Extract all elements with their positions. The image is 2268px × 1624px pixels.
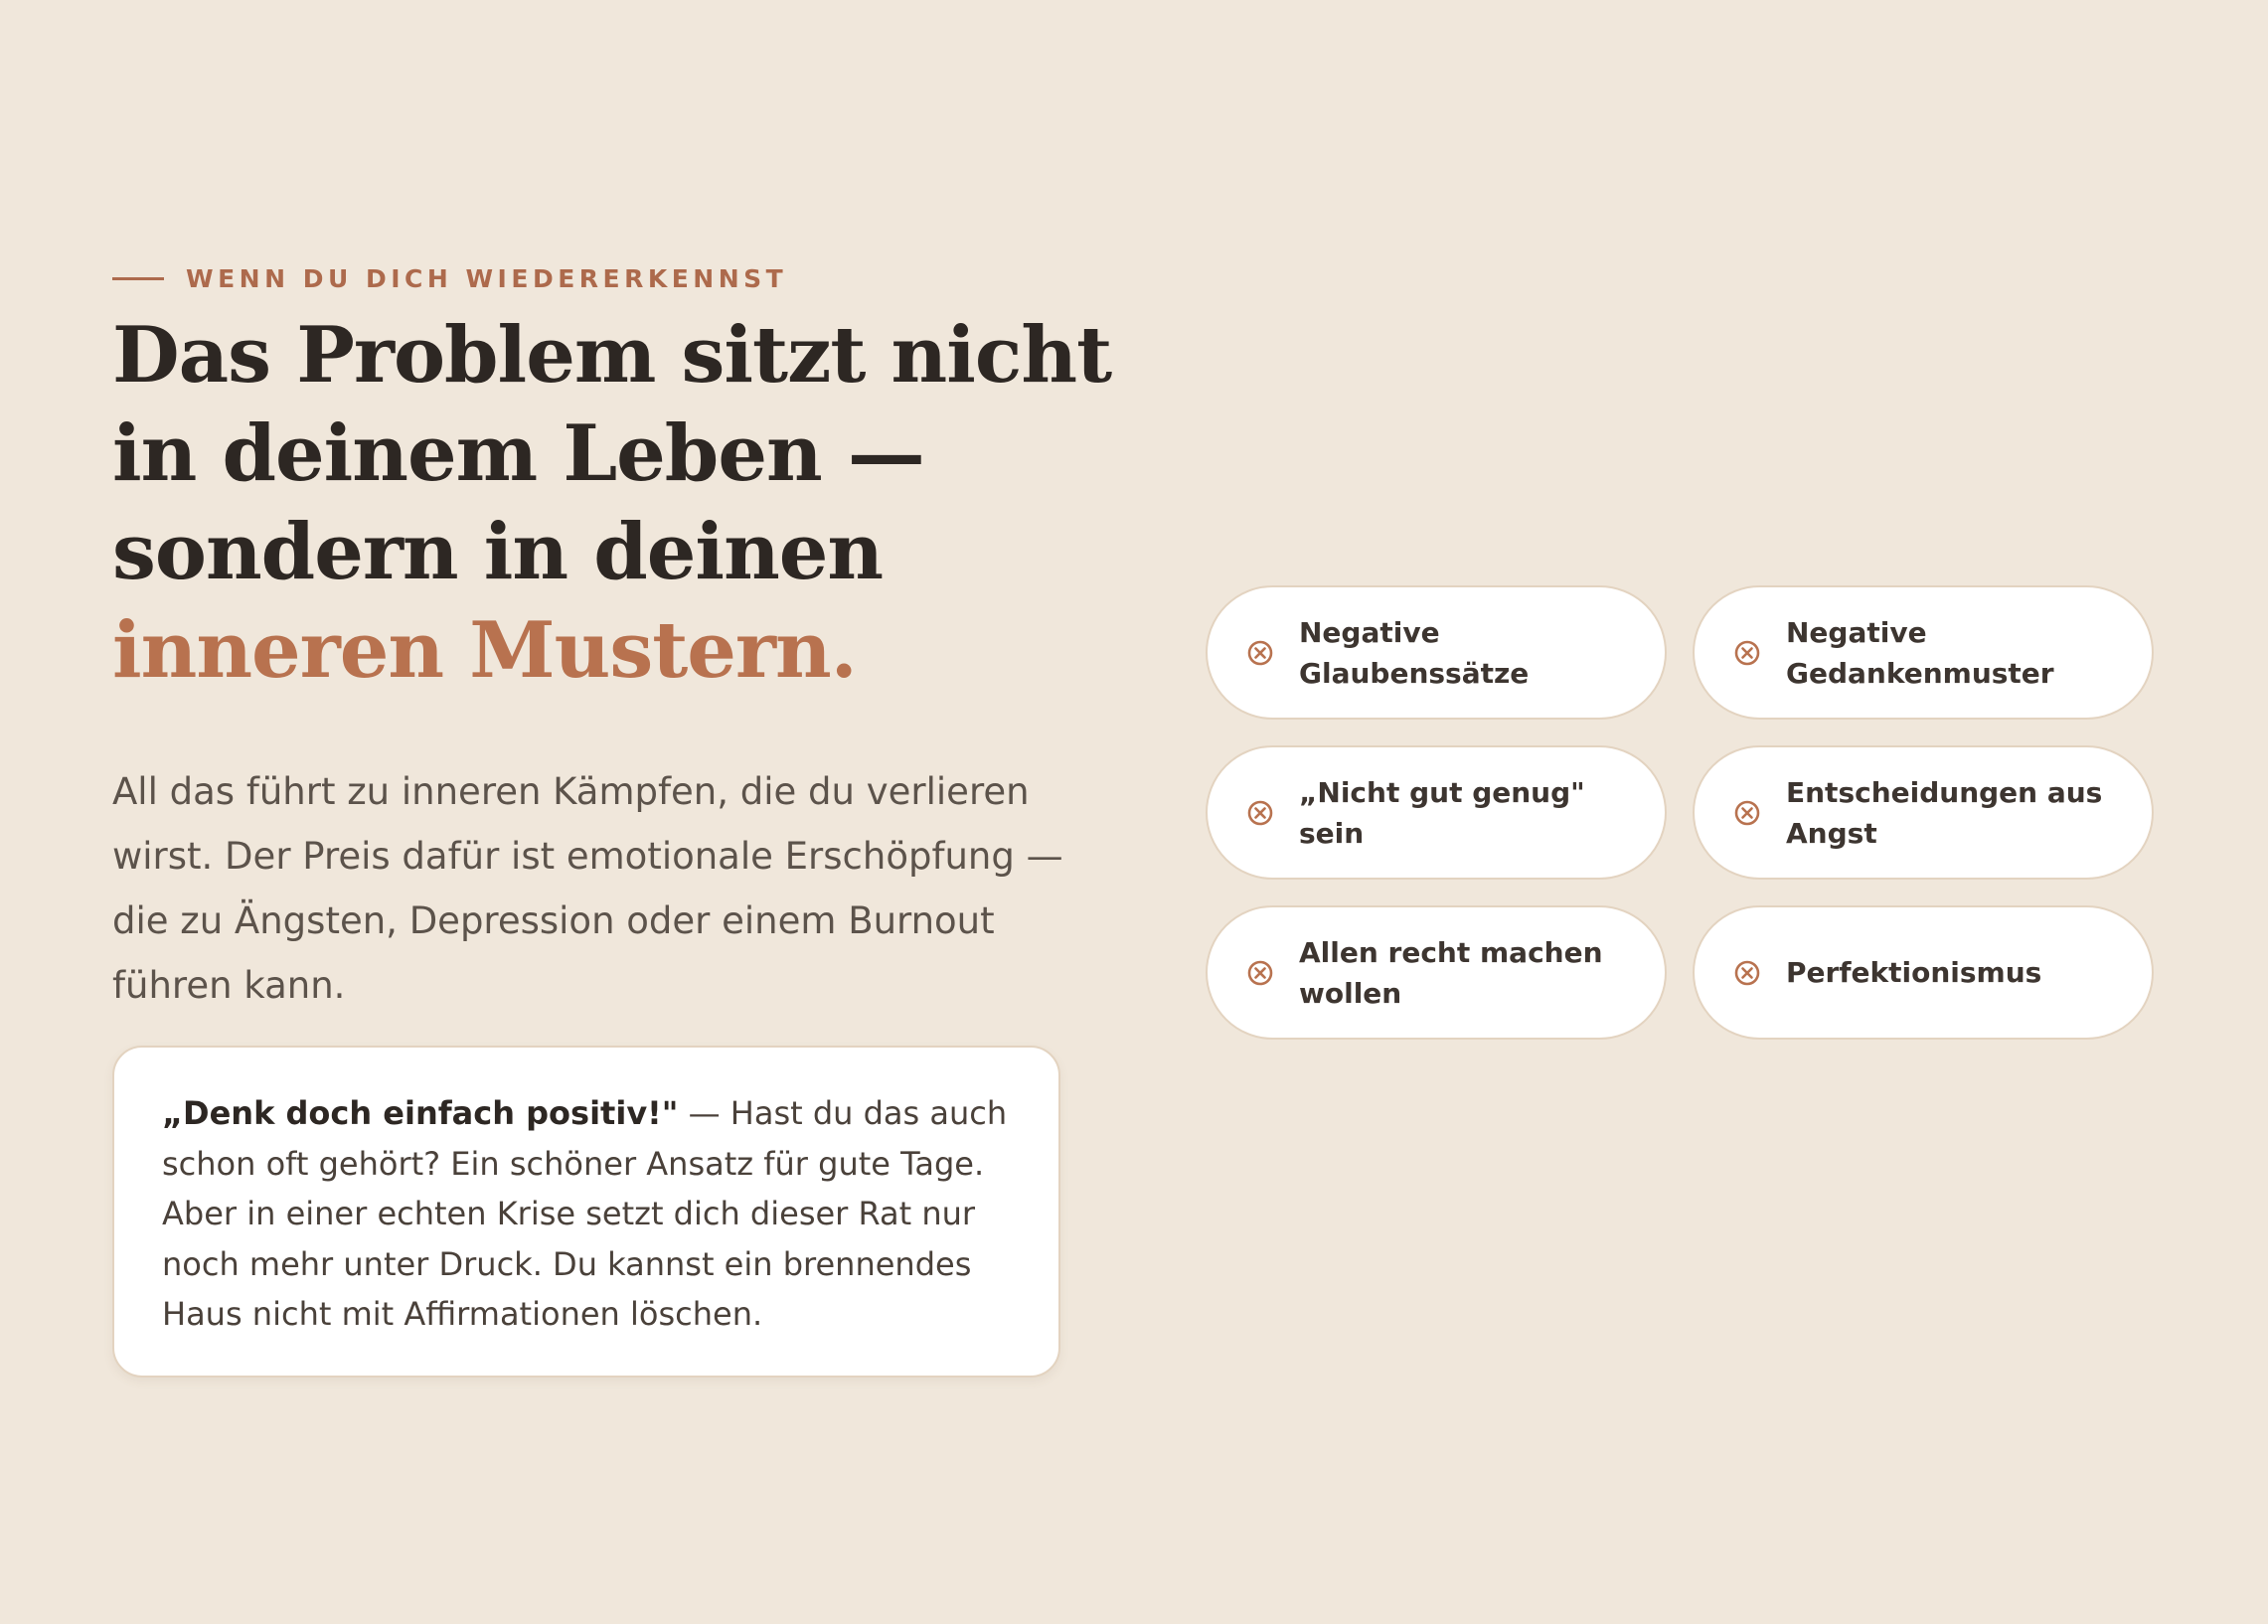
pattern-label: Negative Gedankenmuster (1786, 615, 2054, 690)
title-line-3: sondern in deinen (112, 507, 884, 597)
title-line-1: Das Problem sitzt nicht (112, 310, 1112, 401)
eyebrow-line (112, 277, 164, 280)
pattern-pill-negative-beliefs (1206, 585, 1667, 720)
quote-text (162, 1088, 1011, 1340)
pattern-list (1206, 585, 2154, 1040)
pattern-label: Negative Glaubenssätze (1299, 615, 1530, 690)
pattern-label: Entscheidungen aus Angst (1786, 775, 2103, 850)
problem-section-text (112, 258, 1112, 1018)
x-circle-icon (1245, 638, 1275, 668)
pattern-pill-perfectionism (1693, 905, 2154, 1040)
pattern-pill-fear-decisions (1693, 745, 2154, 880)
quote-body: — Hast du das auch schon oft gehört? Ein schöner Ansatz für gute Tage. Aber in einer echten Krise setzt dich dieser Rat nur noch mehr unter Druck. Du kannst ein brennendes Haus nicht mit Affirmationen löschen. (162, 1094, 1008, 1333)
pattern-pill-people-pleasing (1206, 905, 1667, 1040)
x-circle-icon (1732, 798, 1762, 828)
x-circle-icon (1245, 958, 1275, 988)
page-title (112, 306, 1112, 700)
x-circle-icon (1732, 958, 1762, 988)
pattern-label: „Nicht gut genug" sein (1299, 775, 1585, 850)
title-accent: inneren Mustern. (112, 605, 857, 696)
eyebrow (112, 258, 1066, 298)
quote-card (112, 1046, 1060, 1378)
x-circle-icon (1245, 798, 1275, 828)
eyebrow-text: WENN DU DICH WIEDERERKENNST (186, 263, 788, 293)
quote-emphasis: „Denk doch einfach positiv!" (162, 1094, 679, 1132)
title-line-2: in deinem Leben — (112, 408, 924, 499)
pattern-label: Allen recht machen wollen (1299, 935, 1603, 1010)
pattern-label: Perfektionismus (1786, 956, 2042, 989)
pattern-pill-not-good-enough (1206, 745, 1667, 880)
x-circle-icon (1732, 638, 1762, 668)
pattern-pill-negative-thoughts (1693, 585, 2154, 720)
intro-paragraph: All das führt zu inneren Kämpfen, die du verlieren wirst. Der Preis dafür ist emotionale Erschöpfung — die zu Ängsten, Depression oder einem Burnout führen kann. (112, 770, 1063, 1007)
